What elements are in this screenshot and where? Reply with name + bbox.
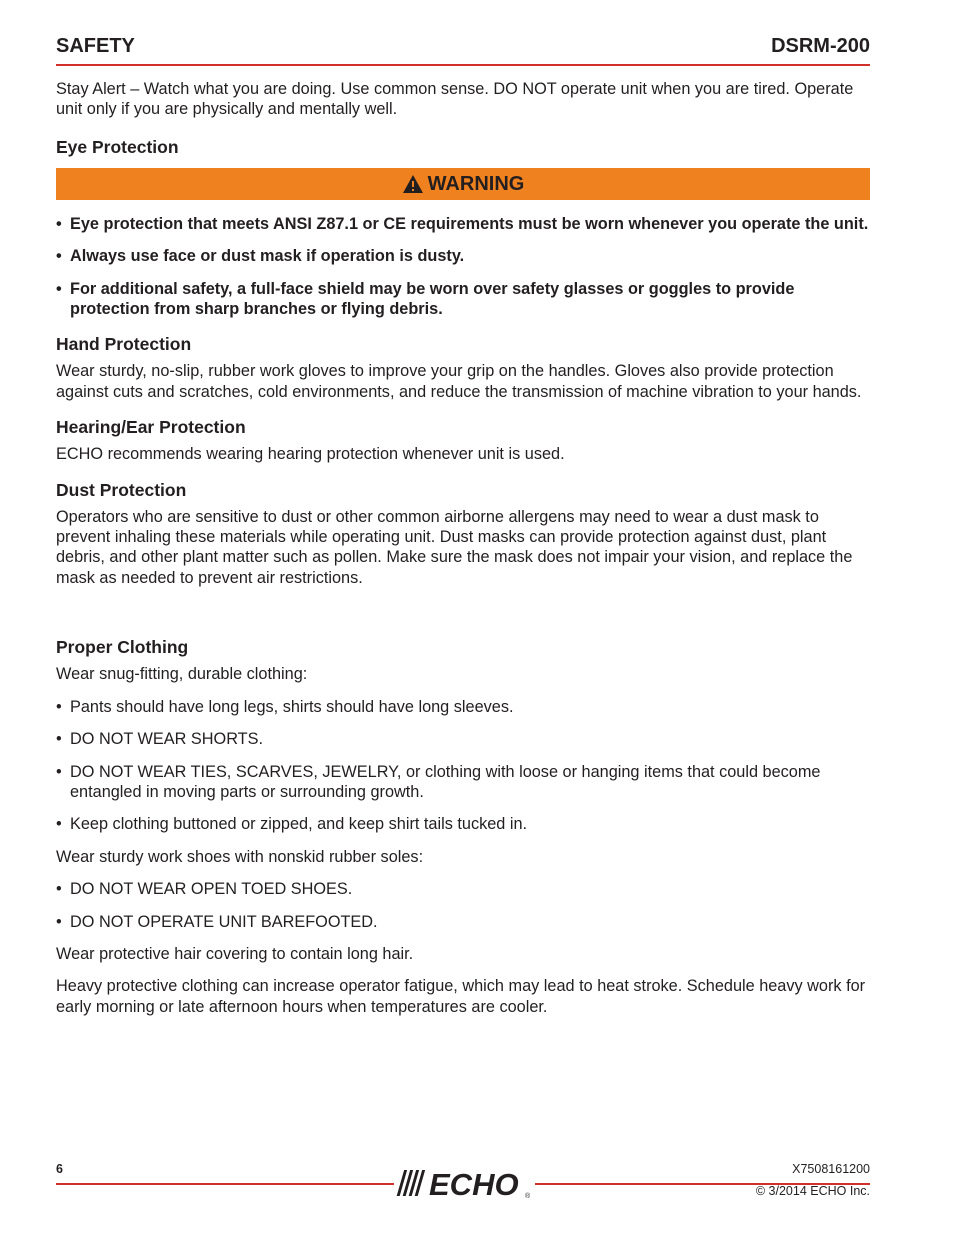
list-item: • Pants should have long legs, shirts should have long sleeves. <box>56 697 870 717</box>
list-item: • DO NOT WEAR TIES, SCARVES, JEWELRY, or clothing with loose or hanging items that could become entangled in moving parts or surrounding growth. <box>56 762 870 803</box>
hand-protection-heading: Hand Protection <box>56 334 192 355</box>
model-number: DSRM-200 <box>771 35 870 57</box>
heavy-clothing-text: Heavy protective clothing can increase operator fatigue, which may lead to heat stroke. Schedule heavy work for early morning or late afternoon hours when temperatures are cooler. <box>56 977 866 1016</box>
list-item: • Eye protection that meets ANSI Z87.1 or CE requirements must be worn whenever you operate the unit. <box>56 214 870 234</box>
shoes-list <box>56 879 870 932</box>
copyright-text: © 3/2014 ECHO Inc. <box>755 1184 870 1198</box>
dust-protection-section <box>56 479 870 589</box>
list-item: • DO NOT OPERATE UNIT BAREFOOTED. <box>56 912 870 932</box>
warning-banner <box>56 168 870 200</box>
list-item: • For additional safety, a full-face shield may be worn over safety glasses or goggles to provide protection from sharp branches or flying debris. <box>56 279 870 320</box>
warning-triangle-icon <box>402 174 424 194</box>
eye-protection-heading: Eye Protection <box>56 136 179 157</box>
dust-protection-heading: Dust Protection <box>56 479 187 500</box>
list-item: • Keep clothing buttoned or zipped, and keep shirt tails tucked in. <box>56 814 870 834</box>
footer-rule-right <box>535 1183 870 1185</box>
echo-logo <box>393 1167 535 1199</box>
list-item: • DO NOT WEAR OPEN TOED SHOES. <box>56 879 870 899</box>
hand-protection-text: Wear sturdy, no-slip, rubber work gloves to improve your grip on the handles. Gloves also provide protection against cuts and scratches, cold environments, and reduce the transmission of machine vibration to your hands. <box>56 362 862 401</box>
clothing-list <box>56 697 870 835</box>
hearing-protection-heading: Hearing/Ear Protection <box>56 417 246 438</box>
intro-paragraph: Stay Alert – Watch what you are doing. Use common sense. DO NOT operate unit when you are tired. Operate unit only if you are physically and mentally well. <box>56 80 854 119</box>
shoes-intro: Wear sturdy work shoes with nonskid rubber soles: <box>56 847 424 866</box>
eye-protection-section <box>56 136 870 320</box>
list-item: • Always use face or dust mask if operation is dusty. <box>56 246 870 266</box>
footer-rule-left <box>56 1183 394 1185</box>
registered-mark: ® <box>525 1193 531 1199</box>
document-code: X7508161200 <box>792 1162 870 1176</box>
logo-wordmark: ECHO <box>429 1167 519 1199</box>
dust-protection-text: Operators who are sensitive to dust or other common airborne allergens may need to wear a dust mask to prevent inhaling these materials while operating unit. Dust masks can provide protection against dust, plant debris, and other plant matter such as pollen. Make sure the mask does not impair your vision, and replace the mask as needed to prevent air restrictions. <box>56 507 853 587</box>
list-item: • DO NOT WEAR SHORTS. <box>56 729 870 749</box>
proper-clothing-heading: Proper Clothing <box>56 637 189 658</box>
warning-label: WARNING <box>427 172 525 195</box>
section-title: SAFETY <box>56 35 135 57</box>
proper-clothing-section <box>56 636 870 1017</box>
hand-protection-section <box>56 333 870 402</box>
clothing-intro: Wear snug-fitting, durable clothing: <box>56 665 308 684</box>
page-content <box>56 79 870 1017</box>
page-header <box>56 34 870 66</box>
hair-text: Wear protective hair covering to contain long hair. <box>56 944 414 963</box>
hearing-protection-text: ECHO recommends wearing hearing protection whenever unit is used. <box>56 445 565 464</box>
page-number: 6 <box>56 1162 63 1176</box>
eye-warning-list <box>56 214 870 320</box>
hearing-protection-section <box>56 416 870 464</box>
